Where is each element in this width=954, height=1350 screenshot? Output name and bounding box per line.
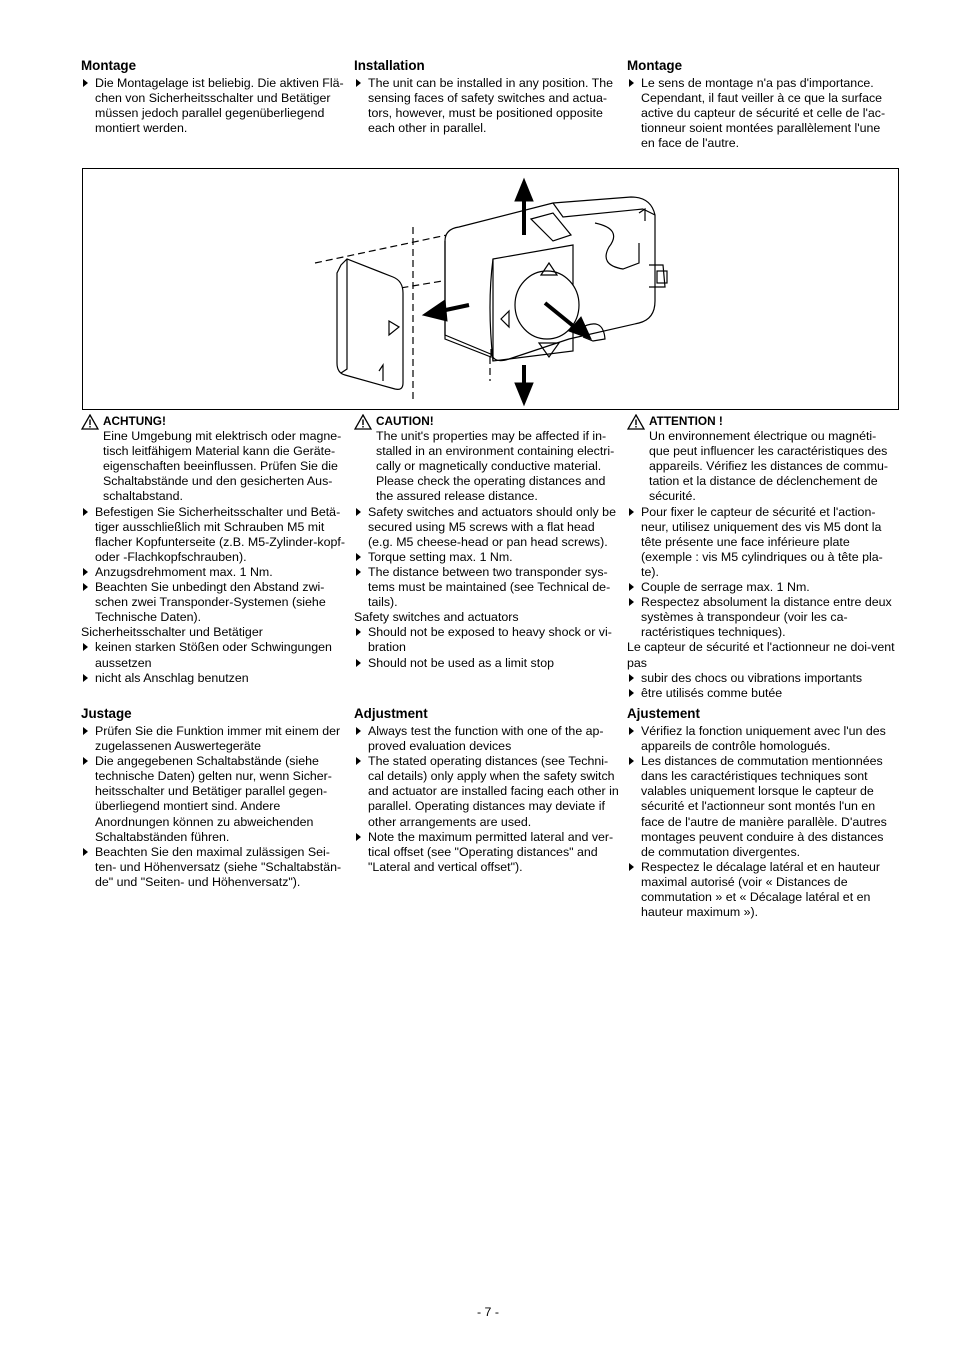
list-item: Should not be used as a limit stop — [354, 656, 622, 671]
list-item: Die angegebenen Schaltabstände (siehe technische Daten) gelten nur, wenn Sicher-heitsschalter und Betätiger parallel gegen-überliegend montiert sind. Andere Anordnungen können zu abweichenden Schaltabständen führen. — [81, 754, 349, 845]
list-item: Pour fixer le capteur de sécurité et l'action-neur, utilisez uniquement des vis M5 dont la tête présente une face inférieure plate (exemple : vis M5 cylindriques ou à tête pla-te). — [627, 505, 895, 580]
warning-title: CAUTION! — [376, 414, 434, 428]
list-item: nicht als Anschlag benutzen — [81, 671, 349, 686]
list-item: keinen starken Stößen oder Schwingungen aussetzen — [81, 640, 349, 670]
section-heading: Ajustement — [627, 706, 700, 721]
sub-text: Le capteur de sécurité et l'actionneur ne doi-vent pas — [627, 640, 895, 670]
warning-triangle-icon — [354, 414, 372, 430]
justage-section-de — [81, 706, 349, 890]
warning-box — [354, 414, 622, 505]
switch-actuator-illustration — [83, 169, 900, 411]
list-item: Anzugsdrehmoment max. 1 Nm. — [81, 565, 349, 580]
list-item: Beachten Sie den maximal zulässigen Sei-ten- und Höhenversatz (siehe "Schaltabstän-de" und "Seiten- und Höhenversatz"). — [81, 845, 349, 890]
warning-title: ATTENTION ! — [649, 414, 723, 428]
list-item: Always test the function with one of the ap-proved evaluation devices — [354, 724, 622, 754]
list-item: Note the maximum permitted lateral and ver-tical offset (see "Operating distances" and "Lateral and vertical offset"). — [354, 830, 622, 875]
list-item: Safety switches and actuators should only be secured using M5 screws with a flat head (e.g. M5 cheese-head or pan head screws). — [354, 505, 622, 550]
sub-text: Sicherheitsschalter und Betätiger — [81, 625, 263, 640]
list-item: The stated operating distances (see Techni-cal details) only apply when the safety switch and actuator are installed facing each other in parallel. Operating distances may deviate if other arrangements are used. — [354, 754, 622, 829]
warning-box — [627, 414, 895, 505]
sub-text: Safety switches and actuators — [354, 610, 519, 625]
list-item: Prüfen Sie die Funktion immer mit einem der zugelassenen Auswertegeräte — [81, 724, 349, 754]
warning-title: ACHTUNG! — [103, 414, 166, 428]
installation-section-en — [354, 58, 622, 136]
safety-notes-en — [354, 414, 622, 671]
montage-section-fr — [627, 58, 895, 151]
list-item: Couple de serrage max. 1 Nm. — [627, 580, 895, 595]
warning-text: Un environnement électrique ou magnéti-que peut influencer les caractéristiques des appareils. Vérifiez les distances de commu-tation et la distance de déclenchement de sécurité. — [649, 429, 888, 504]
list-item: Le sens de montage n'a pas d'importance. Cependant, il faut veiller à ce que la surface active du capteur de sécurité et celle de l'ac-tionneur soient montées parallèlement l'une en face de l'autre. — [627, 76, 895, 151]
warning-box — [81, 414, 349, 505]
list-item: Respectez absolument la distance entre deux systèmes à transpondeur (voir les ca-ractéristiques techniques). — [627, 595, 895, 640]
warning-triangle-icon — [627, 414, 645, 430]
list-item: être utilisés comme butée — [627, 686, 895, 701]
montage-section-de — [81, 58, 349, 136]
list-item: Les distances de commutation mentionnées dans les caractéristiques techniques sont valables uniquement lorsque le capteur de sécurité et l'actionneur sont montés l'un en face de l'autre de manière parallèle. D'autres montages peuvent conduire à des distances de commutation divergentes. — [627, 754, 895, 860]
safety-notes-de — [81, 414, 349, 686]
section-heading: Adjustment — [354, 706, 428, 721]
list-item: Befestigen Sie Sicherheitsschalter und Betä-tiger ausschließlich mit Schrauben M5 mit flacher Kopfunterseite (z.B. M5-Zylinder-kopf- oder -Flachkopfschrauben). — [81, 505, 349, 565]
section-heading: Justage — [81, 706, 132, 721]
ajustement-section-fr — [627, 706, 895, 920]
list-item: Die Montagelage ist beliebig. Die aktiven Flä-chen von Sicherheitsschalter und Betätiger müssen jedoch parallel gegenüberliegend montiert werden. — [81, 76, 349, 136]
list-item: subir des chocs ou vibrations importants — [627, 671, 895, 686]
list-item: Respectez le décalage latéral et en hauteur maximal autorisé (voir « Distances de commutation » et « Décalage latéral et en hauteur maximum »). — [627, 860, 895, 920]
installation-diagram — [82, 168, 899, 410]
section-heading: Montage — [627, 58, 683, 73]
list-item: Should not be exposed to heavy shock or vi-bration — [354, 625, 622, 655]
warning-text: The unit's properties may be affected if in-stalled in an environment containing electri-cally or magnetically conductive material. Please check the operating distances and the assured release distance. — [376, 429, 615, 504]
list-item: Vérifiez la fonction uniquement avec l'un des appareils de contrôle homologués. — [627, 724, 895, 754]
list-item: Torque setting max. 1 Nm. — [354, 550, 622, 565]
safety-notes-fr — [627, 414, 895, 701]
warning-text: Eine Umgebung mit elektrisch oder magne-tisch leitfähigem Material kann die Geräte-eigenschaften beeinflussen. Prüfen Sie die Schaltabstände und den gesicherten Aus-schaltabstand. — [103, 429, 342, 504]
adjustment-section-en — [354, 706, 622, 875]
section-heading: Installation — [354, 58, 425, 73]
section-heading: Montage — [81, 58, 137, 73]
list-item: Beachten Sie unbedingt den Abstand zwi-schen zwei Transponder-Systemen (siehe Technische Daten). — [81, 580, 349, 625]
warning-triangle-icon — [81, 414, 99, 430]
list-item: The distance between two transponder sys-tems must be maintained (see Technical de-tails). — [354, 565, 622, 610]
list-item: The unit can be installed in any position. The sensing faces of safety switches and actua-tors, however, must be positioned opposite each other in parallel. — [354, 76, 622, 136]
page-number: - 7 - — [476, 1305, 500, 1319]
